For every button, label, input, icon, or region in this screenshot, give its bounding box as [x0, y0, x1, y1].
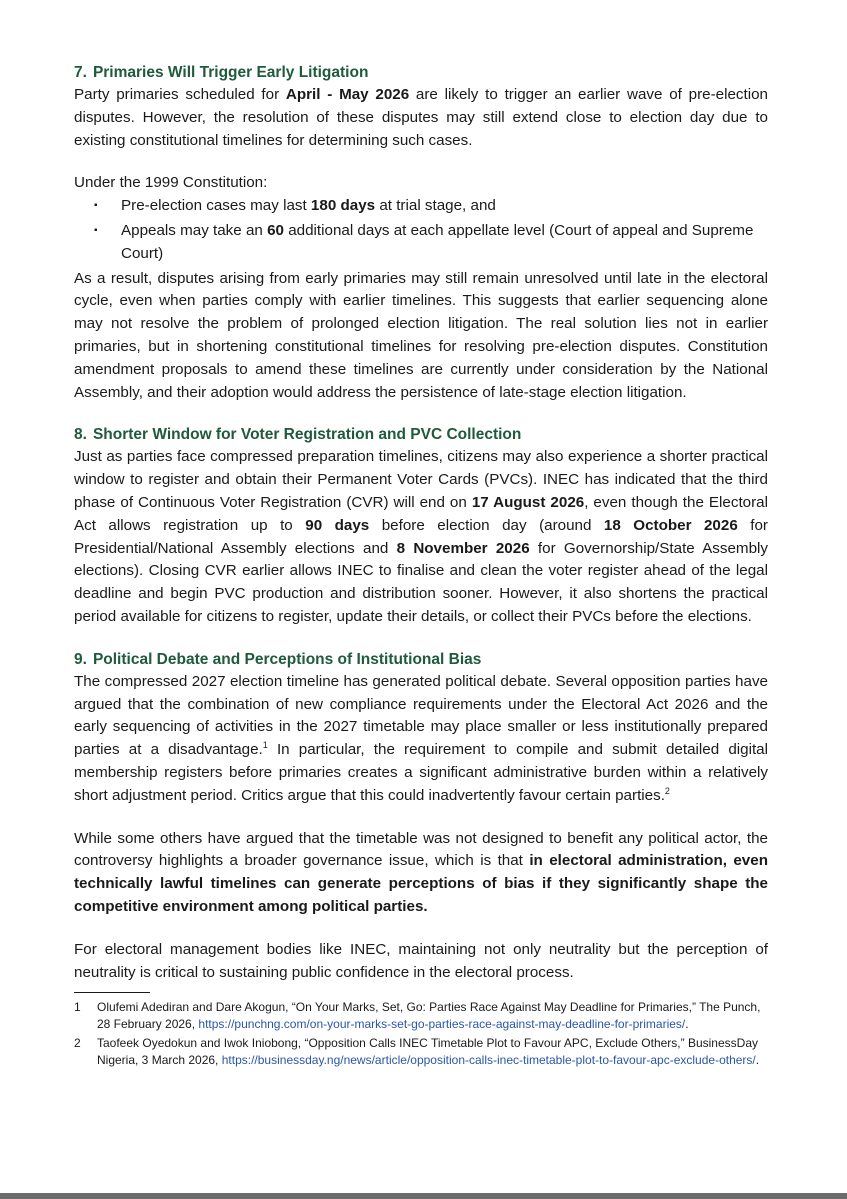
bold-run: 17 August 2026 — [471, 493, 585, 511]
text-run: at trial stage, and — [375, 197, 496, 215]
text-run: are likely to trigger an earlier wave of pre-election disputes. However, the resolution of these disputes may still extend close to election day due to existing constitutional timelines for determining such cases. — [74, 86, 768, 149]
section-8-heading — [74, 424, 768, 446]
text-run: . — [755, 1052, 760, 1067]
section-9-paragraph-1 — [74, 671, 768, 808]
text-run: Appeals may take an — [121, 221, 268, 239]
section-9-title: Political Debate and Perceptions of Institutional Bias — [92, 650, 482, 668]
text-run: additional days at each appellate level (Court of appeal and Supreme Court) — [121, 221, 754, 262]
footnote-ref-2[interactable]: 2 — [664, 785, 670, 796]
text-run: before election day (around — [369, 516, 604, 534]
section-8-title: Shorter Window for Voter Registration and PVC Collection — [92, 426, 522, 444]
section-7-number: 7. — [74, 64, 87, 81]
bullet-icon: ▪ — [94, 224, 98, 236]
section-7-heading — [74, 62, 768, 84]
bullet-icon: ▪ — [94, 200, 98, 212]
section-8-number: 8. — [74, 426, 87, 444]
text-run: . — [685, 1017, 689, 1032]
footnote-1 — [74, 999, 768, 1033]
list-item — [74, 195, 768, 218]
bold-run: 8 November 2026 — [396, 539, 530, 557]
footnote-divider — [74, 992, 150, 993]
bold-run: 180 days — [310, 197, 376, 215]
footnote-text: Olufemi Adediran and Dare Akogun, “On Your Marks, Set, Go: Parties Race Against May Deadline for Primaries,” The Punch, 28 February 2026, — [97, 1000, 761, 1032]
section-7-title: Primaries Will Trigger Early Litigation — [92, 64, 369, 81]
text-run: for Presidential/National Assembly elections and — [74, 516, 768, 557]
section-9-number: 9. — [74, 650, 87, 668]
footnote-number: 1 — [74, 1000, 81, 1015]
text-run: , even though the Electoral Act allows registration up to — [74, 493, 768, 534]
section-9-heading — [74, 649, 768, 671]
section-7-intro: Under the 1999 Constitution: — [74, 174, 268, 192]
text-run: While some others have argued that the timetable was not designed to benefit any political actor, the controversy highlights a broader governance issue, which is that — [74, 829, 768, 870]
section-8-paragraph — [74, 446, 768, 628]
section-7-paragraph-2: As a result, disputes arising from early primaries may still remain unresolved until late in the electoral cycle, even when parties comply with earlier timelines. This suggests that earlier sequencing alone may not resolve the problem of prolonged election litigation. The real solution lies not in earlier primaries, but in shortening constitutional timelines for resolving pre-election disputes. Constitution amendment proposals to amend these timelines are currently under consideration by the National Assembly, and their adoption would address the persistence of late-stage election litigation. — [74, 269, 768, 401]
text-run: Just as parties face compressed preparation timelines, citizens may also experience a shorter practical window to register and obtain their Permanent Voter Cards (PVCs). INEC has indicated that the third phase of Continuous Voter Registration (CVR) will end on — [74, 448, 768, 511]
section-9-paragraph-2 — [74, 828, 768, 919]
bold-run: 90 days — [305, 516, 370, 534]
section-7-paragraph-1 — [74, 84, 768, 152]
footnote-ref-1[interactable]: 1 — [262, 740, 268, 751]
bottom-edge-bar — [0, 1193, 847, 1199]
document-page — [74, 62, 768, 1070]
text-run: Party primaries scheduled for — [74, 86, 286, 103]
section-9-paragraph-3: For electoral management bodies like INEC, maintaining not only neutrality but the perception of neutrality is critical to sustaining public confidence in the electoral process. — [74, 940, 768, 981]
footnote-text: Taofeek Oyedokun and Iwok Iniobong, “Opposition Calls INEC Timetable Plot to Favour APC, Exclude Others,” BusinessDay Nigeria, 3 March 2026, — [97, 1035, 758, 1067]
text-run: The compressed 2027 election timeline has generated political debate. Several opposition parties have argued that the combination of new compliance requirements under the Electoral Act 2026 and the early sequencing of activities in the 2027 timetable may place smaller or less institutionally prepared parties at a disadvantage. — [74, 672, 768, 759]
bold-run: April - May 2026 — [285, 86, 410, 103]
footnote-2 — [74, 1035, 768, 1069]
footnote-link[interactable]: https://punchng.com/on-your-marks-set-go-parties-race-against-may-deadline-for-primaries/ — [198, 1017, 686, 1032]
text-run: Pre-election cases may last — [121, 197, 311, 215]
section-7-bullet-list — [74, 195, 768, 265]
text-run: In particular, the requirement to compile and submit detailed digital membership registers before primaries creates a significant administrative burden within a relatively short adjustment period. Critics argue that this could inadvertently favour certain parties. — [74, 741, 769, 804]
bold-run: in electoral administration, even technically lawful timelines can generate perceptions of bias if they significantly shape the competitive environment among political parties. — [74, 852, 768, 915]
list-item — [74, 220, 768, 266]
footnote-link[interactable]: https://businessday.ng/news/article/opposition-calls-inec-timetable-plot-to-favour-apc-exclude-others/ — [221, 1052, 756, 1067]
bold-run: 18 October 2026 — [603, 516, 738, 534]
text-run: for Governorship/State Assembly elections). Closing CVR earlier allows INEC to finalise and clean the voter register ahead of the legal deadline and begin PVC production and distribution sooner. However, it also shortens the practical period available for citizens to register, update their details, or collect their PVCs before the elections. — [74, 539, 768, 625]
footnote-number: 2 — [74, 1035, 81, 1050]
bold-run: 60 — [267, 221, 284, 239]
